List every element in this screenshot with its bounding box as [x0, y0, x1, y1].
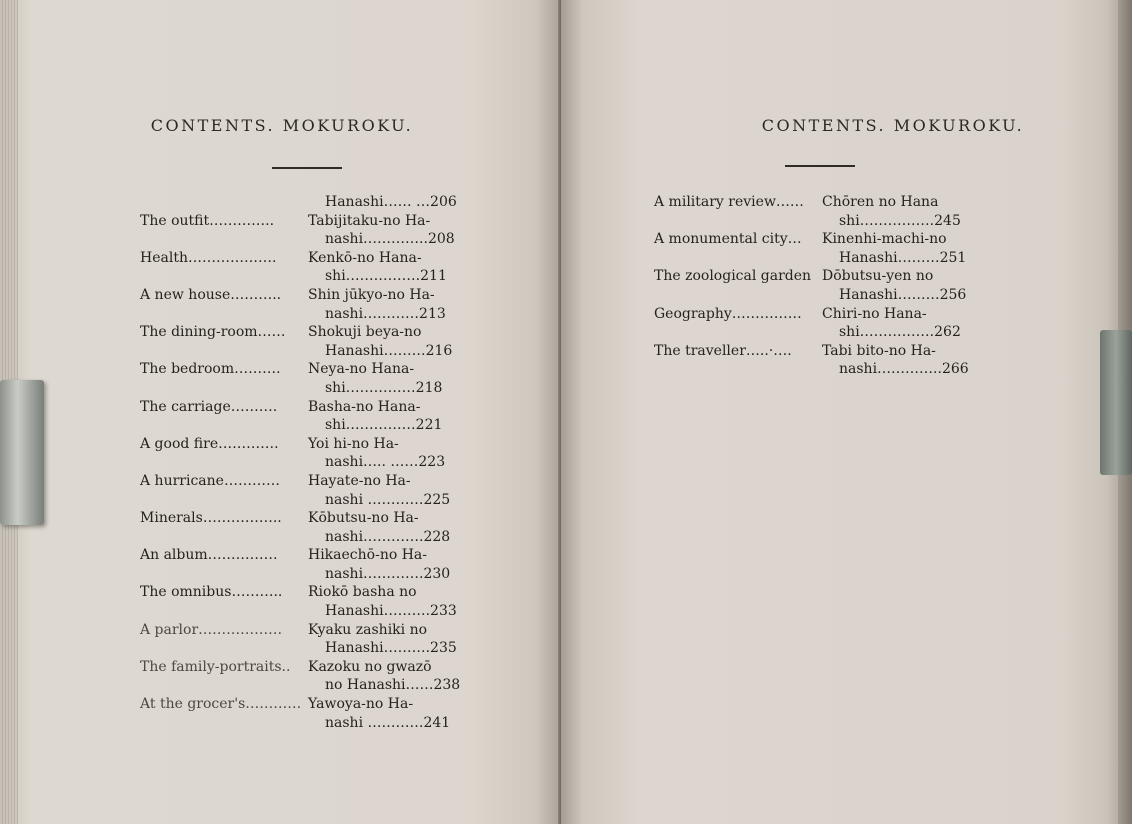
- toc-entry: [140, 435, 480, 472]
- page-heading-left: CONTENTS. MOKUROKU.: [150, 116, 414, 135]
- toc-title-line1: Kazoku no gwazō: [308, 658, 432, 675]
- toc-title-line2: nashi….. ……223: [325, 454, 446, 471]
- toc-entry: [140, 323, 480, 360]
- toc-entry: [654, 193, 994, 230]
- toc-entry: [140, 621, 480, 658]
- toc-title-continued: Hanashi…… …206: [325, 194, 457, 210]
- toc-topic: The dining-room……: [140, 324, 286, 341]
- toc-entry: [140, 360, 480, 397]
- toc-entry: [140, 286, 480, 323]
- toc-entry: [654, 305, 994, 342]
- toc-entry: [654, 267, 994, 304]
- toc-topic: The traveller…..·….: [654, 342, 792, 359]
- toc-title-line1: Tabi bito-no Ha-: [822, 342, 936, 359]
- glass-weight-right: [1100, 330, 1132, 475]
- toc-entry: [140, 583, 480, 620]
- toc-topic: A new house………..: [140, 286, 282, 303]
- toc-title-line1: Dōbutsu-yen no: [822, 268, 934, 285]
- toc-title-line1: Hikaechō-no Ha-: [308, 547, 427, 564]
- toc-entry: [654, 342, 994, 379]
- toc-topic: At the grocer's…………: [140, 696, 302, 713]
- toc-title-line1: Basha-no Hana-: [308, 398, 421, 415]
- toc-entry: [140, 398, 480, 435]
- toc-topic: The outfit…………..: [140, 212, 275, 229]
- left-page: [0, 0, 560, 824]
- toc-entry-continued: [140, 193, 480, 212]
- toc-title-line1: Chiri-no Hana-: [822, 305, 927, 322]
- toc-entry: [654, 230, 994, 267]
- toc-entry: [140, 509, 480, 546]
- toc-title-line2: shi……………221: [325, 417, 443, 434]
- toc-title-line1: Kyaku zashiki no: [308, 621, 428, 638]
- toc-topic: Geography……………: [654, 305, 802, 322]
- toc-title-line2: Hanashi………256: [839, 286, 967, 303]
- page-heading-right: CONTENTS. MOKUROKU.: [761, 116, 1025, 135]
- toc-title-line1: Shokuji beya-no: [308, 324, 422, 341]
- toc-entry: [140, 472, 480, 509]
- toc-topic: A hurricane…………: [140, 472, 280, 489]
- toc-title-line2: Hanashi……….235: [325, 640, 457, 657]
- toc-topic: Health……………….: [140, 249, 277, 266]
- toc-topic: The family-portraits..: [140, 658, 291, 675]
- toc-title-line2: shi…………….211: [325, 268, 447, 285]
- toc-title-line1: Yoi hi-no Ha-: [308, 435, 399, 452]
- toc-title-line2: nashi …………225: [325, 491, 451, 508]
- toc-entry: [140, 695, 480, 732]
- toc-title-line1: Tabijitaku-no Ha-: [308, 212, 431, 229]
- toc-topic: An album……………: [140, 547, 278, 564]
- toc-title-line2: shi…………….262: [839, 324, 961, 341]
- toc-title-line2: Hanashi………251: [839, 249, 967, 266]
- toc-topic: Minerals……………..: [140, 510, 282, 527]
- toc-title-line2: Hanashi………216: [325, 342, 453, 359]
- heading-rule-left: [272, 167, 342, 169]
- toc-title-line2: nashi…………..266: [839, 361, 969, 378]
- toc-topic: A parlor………………: [140, 621, 283, 638]
- toc-topic: The zoological garden: [654, 268, 812, 285]
- toc-title-line1: Kōbutsu-no Ha-: [308, 510, 419, 527]
- toc-title-line2: no Hanashi……238: [325, 677, 461, 694]
- toc-title-line1: Neya-no Hana-: [308, 361, 415, 378]
- toc-title-line1: Yawoya-no Ha-: [308, 696, 414, 713]
- toc-title-line1: Kenkō-no Hana-: [308, 249, 422, 266]
- toc-entry: [140, 658, 480, 695]
- toc-title-line2: shi……………218: [325, 379, 443, 396]
- toc-entry: [140, 546, 480, 583]
- toc-title-line2: nashi …………241: [325, 714, 451, 731]
- heading-rule-right: [785, 165, 855, 167]
- toc-title-line2: nashi…………..208: [325, 231, 455, 248]
- toc-topic: The bedroom……….: [140, 361, 281, 378]
- right-page: [561, 0, 1120, 824]
- toc-entry: [140, 212, 480, 249]
- toc-title-line2: shi…………….245: [839, 212, 961, 229]
- toc-title-line1: Kinenhi-machi-no: [822, 231, 947, 248]
- toc-title-line1: Chōren no Hana: [822, 194, 939, 210]
- toc-topic: A monumental city…: [654, 231, 802, 248]
- toc-topic: A military review……: [654, 194, 804, 210]
- toc-title-line2: nashi………….230: [325, 565, 451, 582]
- toc-title-line1: Shin jūkyo-no Ha-: [308, 286, 435, 303]
- toc-title-line1: Hayate-no Ha-: [308, 472, 411, 489]
- toc-right: [654, 193, 994, 379]
- toc-entry: [140, 249, 480, 286]
- toc-topic: A good fire………….: [140, 435, 279, 452]
- glass-weight-left: [0, 380, 44, 525]
- toc-title-line2: Hanashi……….233: [325, 603, 457, 620]
- toc-topic: The carriage……….: [140, 398, 278, 415]
- toc-title-line1: Riokō basha no: [308, 584, 417, 601]
- toc-title-line2: nashi…………213: [325, 305, 446, 322]
- toc-title-line2: nashi………….228: [325, 528, 451, 545]
- toc-topic: The omnibus………..: [140, 584, 283, 601]
- toc-left: [140, 193, 480, 732]
